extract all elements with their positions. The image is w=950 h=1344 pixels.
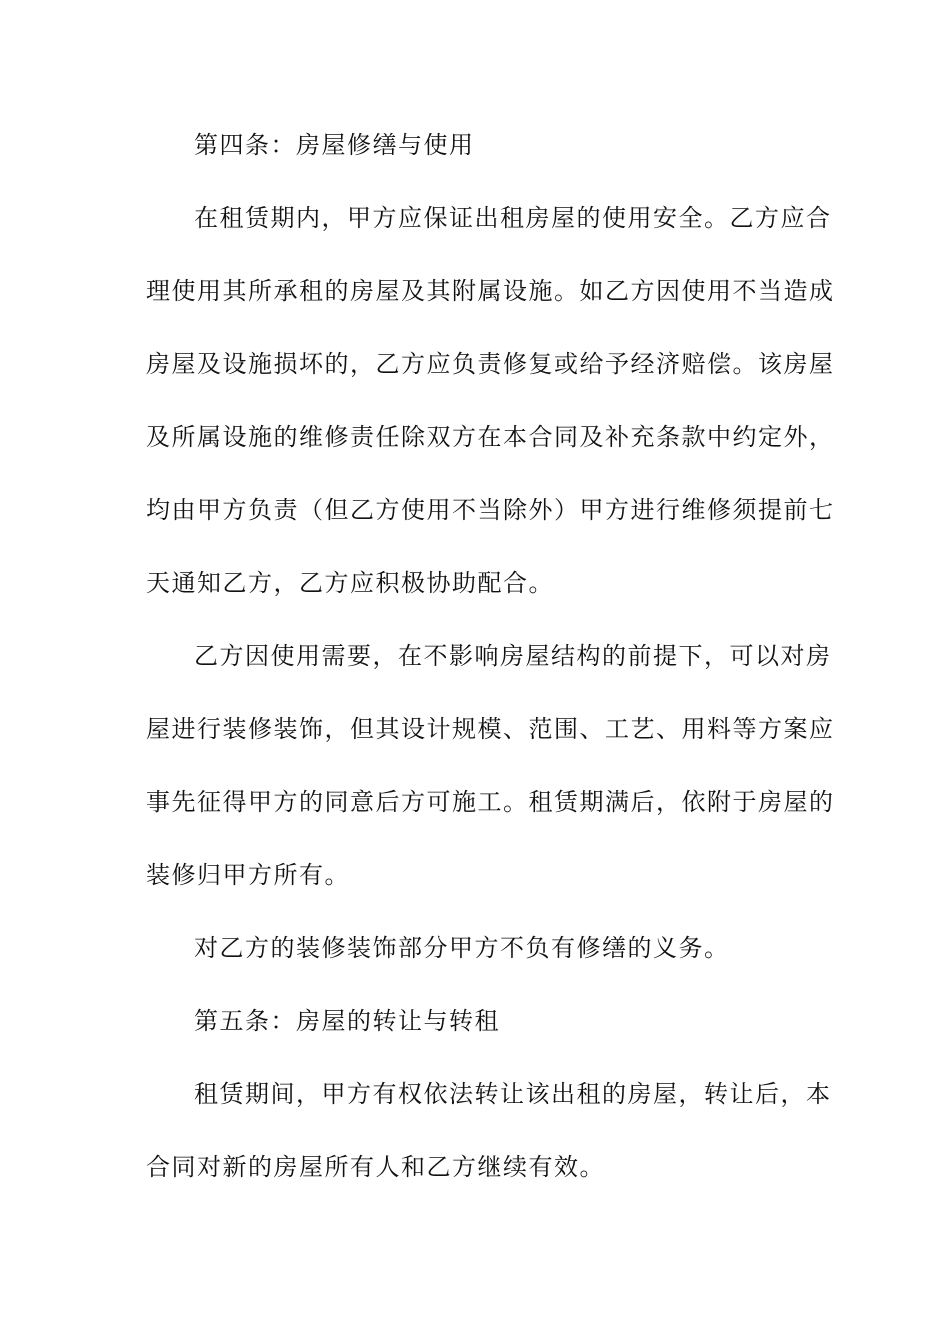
- paragraph-line: 合同对新的房屋所有人和乙方继续有效。: [146, 1153, 605, 1181]
- section-heading-article-5: 第五条：房屋的转让与转租: [194, 1007, 500, 1035]
- paragraph-line: 在租赁期内，甲方应保证出租房屋的使用安全。乙方应合: [194, 204, 832, 232]
- paragraph-line: 乙方因使用需要，在不影响房屋结构的前提下，可以对房: [194, 642, 832, 670]
- section-heading-article-4: 第四条：房屋修缮与使用: [194, 131, 475, 159]
- paragraph-line: 装修归甲方所有。: [146, 861, 350, 889]
- paragraph-line: 理使用其所承租的房屋及其附属设施。如乙方因使用不当造成: [146, 277, 835, 305]
- paragraph-line: 对乙方的装修装饰部分甲方不负有修缮的义务。: [194, 934, 730, 962]
- paragraph-line: 屋进行装修装饰，但其设计规模、范围、工艺、用料等方案应: [146, 715, 835, 743]
- paragraph-line: 及所属设施的维修责任除双方在本合同及补充条款中约定外，: [146, 423, 835, 451]
- paragraph-line: 租赁期间，甲方有权依法转让该出租的房屋，转让后，本: [194, 1080, 832, 1108]
- paragraph-line: 事先征得甲方的同意后方可施工。租赁期满后，依附于房屋的: [146, 788, 835, 816]
- paragraph-line: 均由甲方负责（但乙方使用不当除外）甲方进行维修须提前七: [146, 496, 835, 524]
- paragraph-line: 天通知乙方，乙方应积极协助配合。: [146, 569, 554, 597]
- paragraph-line: 房屋及设施损坏的，乙方应负责修复或给予经济赔偿。该房屋: [146, 350, 835, 378]
